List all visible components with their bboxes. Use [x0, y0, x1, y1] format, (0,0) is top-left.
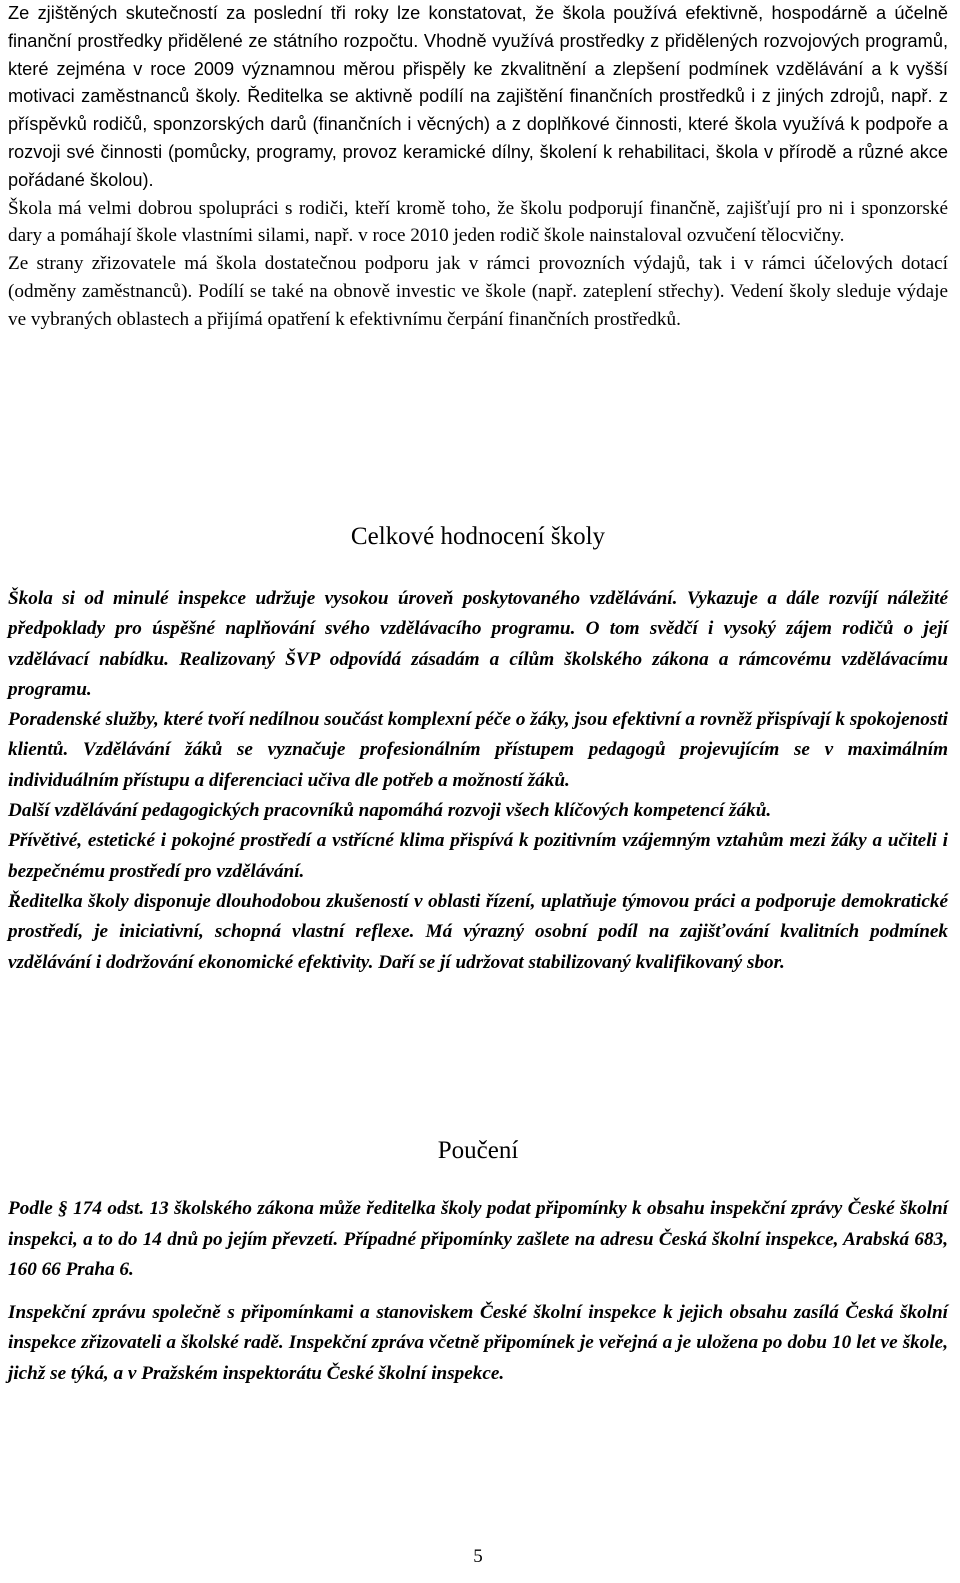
parents-cooperation-paragraph: Škola má velmi dobrou spolupráci s rodiči, kteří kromě toho, že školu podporují finančně, zajišťují pro ni i sponzorské dary a pomáhají škole vlastními silami, např. v roce 2010 jeden rodič škole nainstaloval ozvučení tělocvičny. [8, 197, 948, 247]
overall-evaluation-section [8, 584, 948, 978]
notice-paragraph: Inspekční zprávu společně s připomínkami a stanoviskem České školní inspekce k jejich obsahu zasílá Česká školní inspekce zřizovateli a školské radě. Inspekční zpráva včetně připomínek je veřejná a je uložena po dobu 10 let ve škole, jichž se týká, a v Pražském inspektorátu České školní inspekce. [8, 1301, 948, 1384]
document-page [8, 0, 948, 1583]
financial-section [8, 0, 948, 334]
notice-heading: Poučení [437, 1137, 519, 1164]
evaluation-paragraph: Škola si od minulé inspekce udržuje vysokou úroveň poskytovaného vzdělávání. Vykazuje a dále rozvíjí náležité předpoklady pro úspěšné naplňování svého vzdělávacího programu. O tom svědčí i vysoký zájem rodičů o její vzdělávací nabídku. Realizovaný ŠVP odpovídá zásadám a cílům školského zákona a rámcovému vzdělávacímu programu. [8, 588, 948, 700]
page-number: 5 [473, 1546, 483, 1567]
evaluation-paragraph: Další vzdělávání pedagogických pracovníků napomáhá rozvoji všech klíčových kompetencí žáků. [8, 800, 772, 822]
evaluation-paragraph: Ředitelka školy disponuje dlouhodobou zkušeností v oblasti řízení, uplatňuje týmovou práci a podporuje demokratické prostředí, je iniciativní, schopná vlastní reflexe. Má výrazný osobní podíl na zajišťování kvalitních podmínek vzdělávání i dodržování ekonomické efektivity. Daří se jí udržovat stabilizovaný kvalifikovaný sbor. [8, 890, 948, 973]
notice-paragraph: Podle § 174 odst. 13 školského zákona může ředitelka školy podat připomínky k obsahu inspekční zprávy České školní inspekci, a to do 14 dnů po jejím převzetí. Případné připomínky zašlete na adresu Česká školní inspekce, Arabská 683, 160 66 Praha 6. [8, 1198, 948, 1280]
evaluation-paragraph: Přívětivé, estetické i pokojné prostředí a vstřícné klima přispívá k pozitivním vzájemným vztahům mezi žáky a učiteli i bezpečnému prostředí pro vzdělávání. [8, 830, 948, 882]
evaluation-paragraph: Poradenské služby, které tvoří nedílnou součást komplexní péče o žáky, jsou efektivní a rovněž přispívají k spokojenosti klientů. Vzdělávání žáků se vyznačuje profesionálním přístupem pedagogů projevujícím se v maximálním individuálním přístupu a diferenciaci učiva dle potřeb a možností žáků. [8, 709, 948, 791]
founder-support-paragraph: Ze strany zřizovatele má škola dostatečnou podporu jak v rámci provozních výdajů, tak i v rámci účelových dotací (odměny zaměstnanců). Podílí se také na obnově investic ve škole (např. zateplení střechy). Vedení školy sleduje výdaje ve vybraných oblastech a přijímá opatření k efektivnímu čerpání finančních prostředků. [8, 253, 948, 330]
overall-evaluation-heading: Celkové hodnocení školy [350, 523, 606, 550]
financial-paragraph: Ze zjištěných skutečností za poslední tři roky lze konstatovat, že škola používá efektivně, hospodárně a účelně finanční prostředky přidělené ze státního rozpočtu. Vhodně využívá prostředky z přidělených rozvojových programů, které zejména v roce 2009 významnou měrou přispěly ke zkvalitnění a zlepšení podmínek vzdělávání a k vyšší motivaci zaměstnanců školy. Ředitelka se aktivně podílí na zajištění finančních prostředků i z jiných zdrojů, např. z příspěvků rodičů, sponzorských darů (finančních i věcných) a z doplňkové činnosti, které škola využívá k podpoře a rozvoji své činnosti (pomůcky, programy, provoz keramické dílny, školení k rehabilitaci, škola v přírodě a různé akce pořádané školou). [8, 3, 948, 190]
notice-section [8, 1194, 948, 1389]
